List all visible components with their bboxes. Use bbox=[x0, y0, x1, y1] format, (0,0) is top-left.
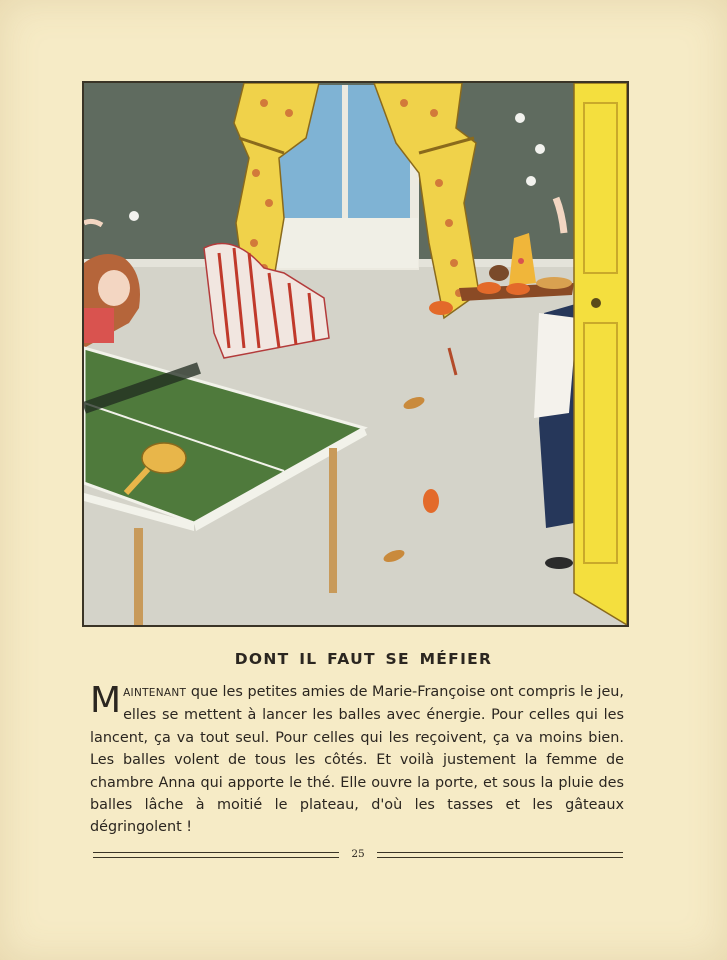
chapter-title: DONT IL FAUT SE MÉFIER bbox=[234, 650, 493, 668]
falling-cup bbox=[423, 489, 439, 513]
drop-cap: M bbox=[90, 680, 122, 721]
open-door bbox=[574, 83, 627, 625]
chapter-body bbox=[90, 681, 624, 839]
ping-pong-ball bbox=[129, 211, 139, 221]
first-word: AINTENANT bbox=[123, 687, 187, 699]
falling-cup bbox=[429, 301, 453, 315]
illustration bbox=[82, 81, 629, 627]
paddle bbox=[142, 443, 186, 473]
ping-pong-ball bbox=[526, 176, 536, 186]
door-knob bbox=[591, 298, 601, 308]
ping-pong-ball bbox=[515, 113, 525, 123]
body-paragraph: que les petites amies de Marie-Françoise ont compris le jeu, elles se mettent à lancer les balles avec énergie. Pour celles qui les lancent, ça va tout seul. Pour celles qui les reçoivent, ça va moins bien. Les balles volent de tous les côtés. Et voilà justement la femme de chambre Anna qui apporte le thé. Elle ouvre la porte, et sous la pluie des balles lâche à moitié le plateau, d'où les tasses et les gâteaux dégringolent ! bbox=[90, 684, 624, 836]
page-footer bbox=[93, 848, 623, 864]
footer-rule-right bbox=[377, 852, 623, 858]
page-number: 25 bbox=[351, 848, 365, 860]
ping-pong-ball bbox=[535, 144, 545, 154]
ping-pong-room-illustration bbox=[84, 83, 627, 625]
